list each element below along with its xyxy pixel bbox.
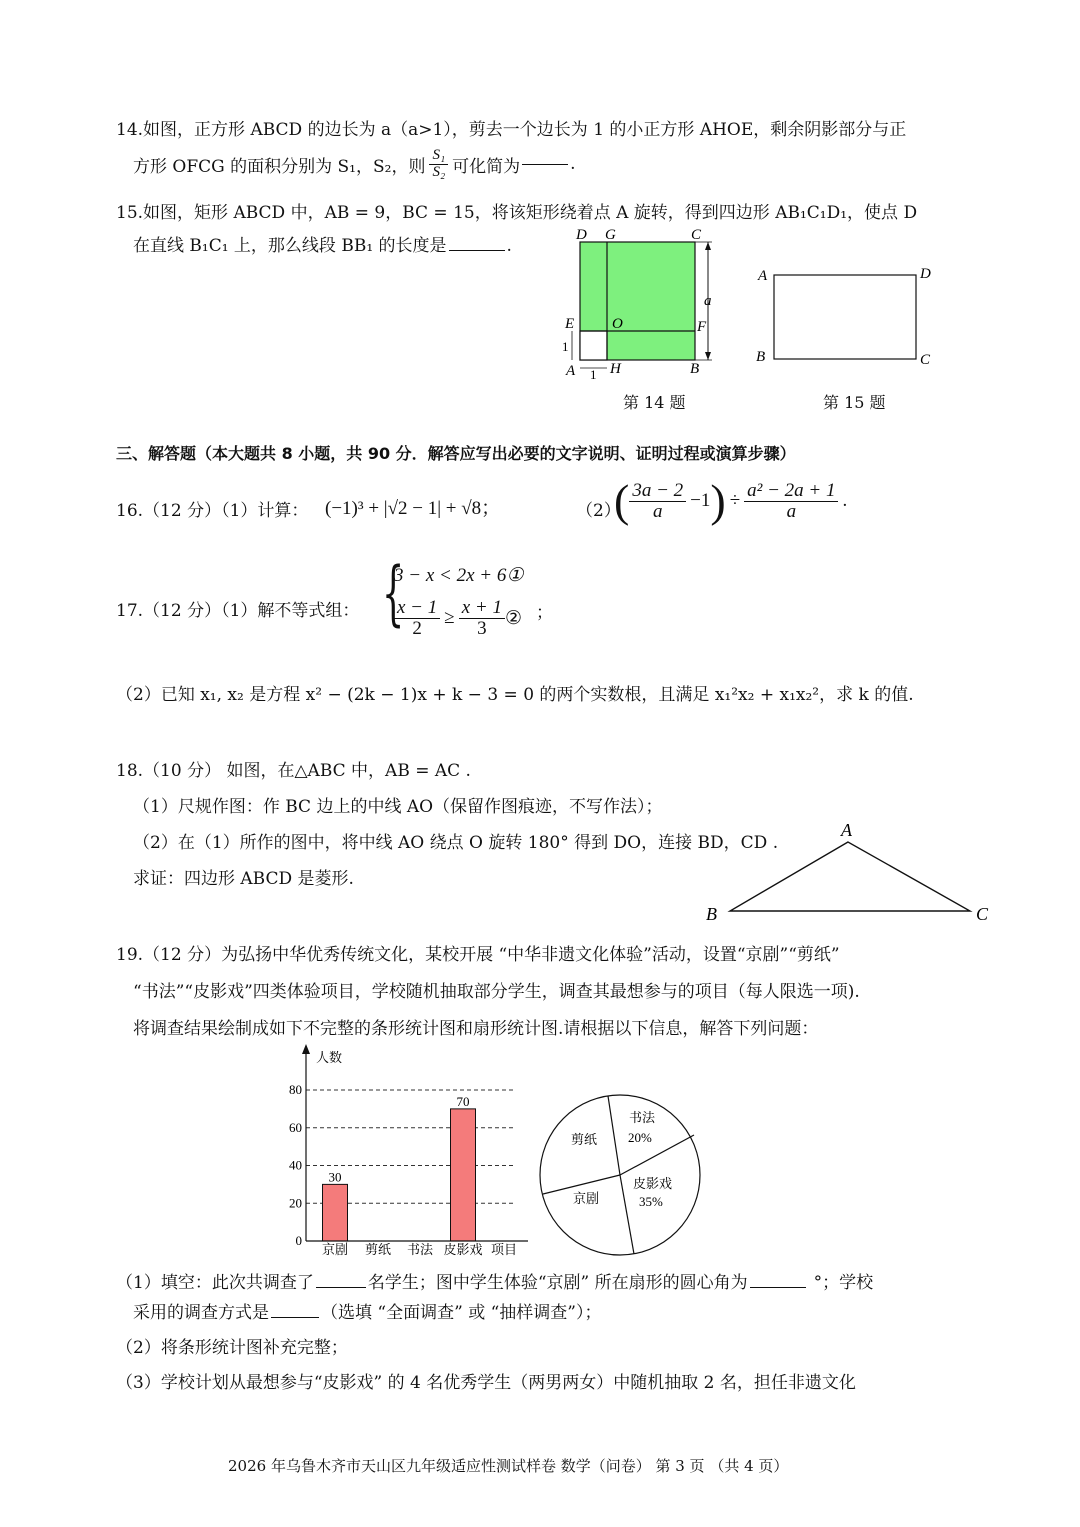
figure-15 [750,260,950,375]
q14-fraction [429,148,448,181]
bar-x-label: 项目 [491,1242,518,1257]
q18-proof: 求证：四边形 ABCD 是菱形. [133,869,354,889]
bar-y-label: 人数 [316,1050,343,1065]
bar-value-label-0: 30 [328,1169,342,1185]
pie-pct-piyingxi: 35% [639,1194,663,1209]
q17-mark-2: ② [504,607,523,629]
fig14-label-a: a [704,293,712,309]
bar-y-tick-label: 80 [289,1082,302,1097]
fig14-label-O: O [612,316,623,332]
fig15-label-D: D [920,266,931,282]
bar-value-label-3: 70 [456,1093,470,1109]
q16-end: . [842,490,848,511]
fig14-label-C: C [691,227,702,243]
q19-sub1a: （1）填空：此次共调查了 [116,1273,314,1293]
q18-part1: （1）尺规作图：作 BC 边上的中线 AO（保留作图痕迹，不写作法）； [133,797,663,817]
fig15-caption: 第 15 题 [823,393,886,412]
fig14-label-one-vertical: 1 [562,339,569,354]
q16-frac1 [629,481,686,522]
bar-category-label-2: 书法 [406,1242,434,1257]
q14-frac-den: S₂ [432,163,446,180]
q19-blank-method[interactable] [271,1316,319,1318]
q17-frac-left-num: x − 1 [394,598,440,619]
q17-inequality-2 [394,598,522,639]
fig14-label-D: D [576,227,587,243]
q17-frac-right-num: x + 1 [459,598,505,619]
q17-part2: （2）已知 x₁, x₂ 是方程 x² − (2k − 1)x + k − 3 = 0 的两个实数根，且满足 x₁²x₂ + x₁x₂²，求 k 的值. [116,685,914,705]
fig14-label-F: F [697,319,707,335]
pie-pct-shufa: 20% [628,1130,652,1145]
q14-line2b: 可化简为 [452,156,521,177]
q18-label-B: B [706,904,717,924]
q16-part2-label: （2） [576,501,621,521]
bar-y-tick-label: 0 [295,1233,302,1248]
bar-3 [451,1109,476,1241]
q17-frac-right [459,598,505,639]
fig14-label-H: H [610,361,621,377]
q15-answer-blank[interactable] [449,249,505,251]
bar-y-tick-label: 40 [289,1157,302,1173]
q16-frac2-den: a [786,500,797,522]
q17-frac-left-den: 2 [412,617,422,639]
q19-sub1e: （选填 “全面调查” 或 “抽样调查”）； [321,1303,602,1323]
q18-triangle [730,842,970,911]
fig15-label-A: A [758,268,768,284]
section-3-title: 三、解答题（本大题共 8 小题，共 90 分．解答应写出必要的文字说明、证明过程或演算步骤） [116,444,796,463]
q19-line1: 19.（12 分）为弘扬中华优秀传统文化，某校开展 “中华非遗文化体验”活动，设置“京剧”“剪纸” [116,945,840,965]
q17-brace: { [382,552,405,634]
pie-label-piyingxi: 皮影戏 [633,1176,673,1191]
page-footer: 2026 年乌鲁木齐市天山区九年级适应性测试样卷 数学（问卷） 第 3 页 （共 4 页） [228,1457,789,1475]
q19-sub1d: 采用的调查方式是 [133,1303,269,1323]
bar-0 [323,1184,348,1241]
bar-category-label-3: 皮影戏 [443,1242,483,1257]
q14-line1: 14.如图，正方形 ABCD 的边长为 a（a>1），剪去一个边长为 1 的小正方形 AHOE，剩余阴影部分与正 [116,120,907,140]
q18-label-A: A [841,820,852,840]
pie-label-jianzhi: 剪纸 [571,1132,598,1147]
fig14-label-G: G [605,227,616,243]
pie-label-shufa: 书法 [629,1110,656,1125]
bar-y-tick-label: 60 [289,1119,302,1135]
fig14-caption: 第 14 题 [623,393,686,412]
q18-part2: （2）在（1）所作的图中，将中线 AO 绕点 O 旋转 180° 得到 DO，连接 BD，CD . [133,833,779,853]
q17-tail: ； [536,603,553,623]
bar-category-label-1: 剪纸 [364,1242,392,1257]
q19-line3: 将调查结果绘制成如下不完整的条形统计图和扇形统计图.请根据以下信息，解答下列问题： [133,1019,819,1039]
fig14-label-one-horizontal: 1 [590,367,597,382]
fig14-label-E: E [565,316,575,332]
pie-chart [535,1090,705,1260]
fig15-label-B: B [756,349,766,365]
fig15-label-C: C [920,352,931,368]
q14-answer-blank[interactable] [522,163,568,165]
bar-y-tick-label: 20 [289,1195,302,1211]
fig15-rectangle [774,275,916,359]
figure-14 [560,225,730,385]
q16-frac1-num: 3a − 2 [629,481,686,502]
q17-relation: ≥ [444,607,455,629]
pie-label-jingju: 京剧 [573,1191,600,1206]
q15-line2: 在直线 B₁C₁ 上，那么线段 BB₁ 的长度是 [133,236,447,256]
bar-category-label-0: 京剧 [321,1242,349,1257]
q19-line2: “书法”“皮影戏”四类体验项目，学校随机抽取部分学生，调查其最想参与的项目（每人限选一项). [133,982,860,1002]
q19-sub2: （2）将条形统计图补充完整； [116,1338,348,1358]
q18-label-C: C [976,904,989,924]
q17-head: 17.（12 分）（1）解不等式组： [116,601,360,621]
q14-line2: 方形 OFCG 的面积分别为 S₁，S₂，则 $\frac{\text{S₁}}{\text{S₂}}$ 可化简为 . [133,147,576,180]
q17-inequality-1: 3 − x < 2x + 6① [394,565,524,586]
q16-divide: ÷ [729,490,741,511]
q19-sub1b: 名学生；图中学生体验“京剧” 所在扇形的圆心角为 [367,1273,748,1293]
q16-frac2 [744,481,838,522]
fig14-label-A: A [566,363,576,379]
q15-line2-wrap: 在直线 B₁C₁ 上，那么线段 BB₁ 的长度是 . [133,236,512,256]
q19-sub1c: °；学校 [813,1273,874,1293]
q14-frac-num: S₁ [429,148,448,165]
q17-frac-left [394,598,440,639]
q16-expression-1: (−1)³ + |√2 − 1| + √8； [325,498,501,519]
q16-frac1-den: a [652,500,663,522]
q18-triangle-figure [700,818,1000,928]
q14-line2a: 方形 OFCG 的面积分别为 S₁，S₂，则 [133,156,426,177]
fig14-cut-square [580,331,607,360]
q16-minus-one: −1 [690,490,711,511]
fig14-label-B: B [690,361,700,377]
q19-sub1-line2 [133,1298,601,1323]
q19-blank-count[interactable] [316,1286,366,1288]
q17-frac-right-den: 3 [477,617,487,639]
q15-line1: 15.如图，矩形 ABCD 中，AB = 9，BC = 15，将该矩形绕着点 A 旋转，得到四边形 AB₁C₁D₁，使点 D [116,203,918,223]
bar-chart [280,1040,540,1265]
q18-head: 18.（10 分） 如图，在△ABC 中，AB = AC . [116,761,471,781]
q19-blank-angle[interactable] [750,1286,806,1288]
q16-frac2-num: a² − 2a + 1 [744,481,838,502]
q19-sub3: （3）学校计划从最想参与“皮影戏” 的 4 名优秀学生（两男两女）中随机抽取 2 名，担任非遗文化 [116,1373,856,1393]
q19-sub1-line1 [116,1268,873,1293]
q16-head: 16.（12 分）（1）计算： [116,501,309,521]
q16-expression-2: ( $\frac{3a - 2}{a}$ −1 ) ÷ $\frac{\text{a² − 2a + 1}}{a}$ . [614,475,848,526]
